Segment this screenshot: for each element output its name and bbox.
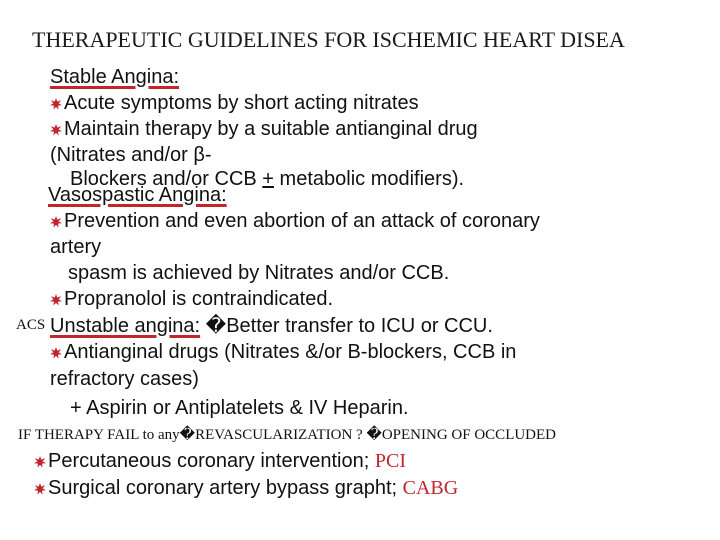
vasospastic-bullet-1: Prevention and even abortion of an attack of coronary — [50, 210, 540, 233]
plus-sign: + — [262, 168, 274, 190]
red-star-bullet-icon — [50, 216, 62, 228]
vasospastic-bullet-1-cont-2: spasm is achieved by Nitrates and/or CCB. — [68, 262, 450, 284]
red-star-bullet-icon — [34, 483, 46, 495]
stable-angina-heading: Stable Angina: — [50, 66, 179, 88]
revasc-bullet-pci: Percutaneous coronary intervention; PCI — [34, 450, 406, 473]
red-star-bullet-icon — [50, 294, 62, 306]
slide-title: THERAPEUTIC GUIDELINES FOR ISCHEMIC HEART DISEA — [32, 27, 625, 52]
unstable-angina-heading: Unstable angina: — [50, 315, 201, 337]
red-star-bullet-icon — [50, 124, 62, 136]
stable-bullet-2-cont-2: Blockers and/or CCB + metabolic modifiers). — [70, 168, 465, 190]
pci-abbr: PCI — [374, 450, 406, 472]
red-star-bullet-icon — [34, 456, 46, 468]
vasospastic-bullet-1-cont-1: artery — [50, 236, 102, 258]
cabg-abbr: CABG — [402, 477, 459, 499]
replacement-glyph: � — [205, 315, 227, 337]
vasospastic-angina-heading: Vasospastic Angina: — [48, 184, 227, 206]
revasc-bullet-cabg: Surgical coronary artery bypass grapht; CABG — [34, 477, 458, 500]
unstable-bullet-1-cont-1: refractory cases) — [50, 368, 199, 390]
red-star-bullet-icon — [50, 347, 62, 359]
replacement-glyph: � — [179, 427, 196, 443]
acs-label: ACS — [16, 317, 46, 333]
stable-bullet-1: Acute symptoms by short acting nitrates — [50, 92, 419, 115]
stable-bullet-2-cont-1: (Nitrates and/or β- — [50, 144, 212, 166]
unstable-bullet-1: Antianginal drugs (Nitrates &/or B-blockers, CCB in — [50, 341, 516, 364]
unstable-bullet-1-cont-2: + Aspirin or Antiplatelets & IV Heparin. — [70, 397, 409, 419]
red-star-bullet-icon — [50, 98, 62, 110]
unstable-angina-line: Unstable angina: �Better transfer to ICU or CCU. — [50, 315, 493, 337]
therapy-fail-line: IF THERAPY FAIL to any�REVASCULARIZATION ? �OPENING OF OCCLUDED — [18, 427, 557, 443]
vasospastic-bullet-2: Propranolol is contraindicated. — [50, 288, 333, 311]
replacement-glyph: � — [366, 427, 382, 443]
stable-bullet-2: Maintain therapy by a suitable antianginal drug — [50, 118, 478, 141]
